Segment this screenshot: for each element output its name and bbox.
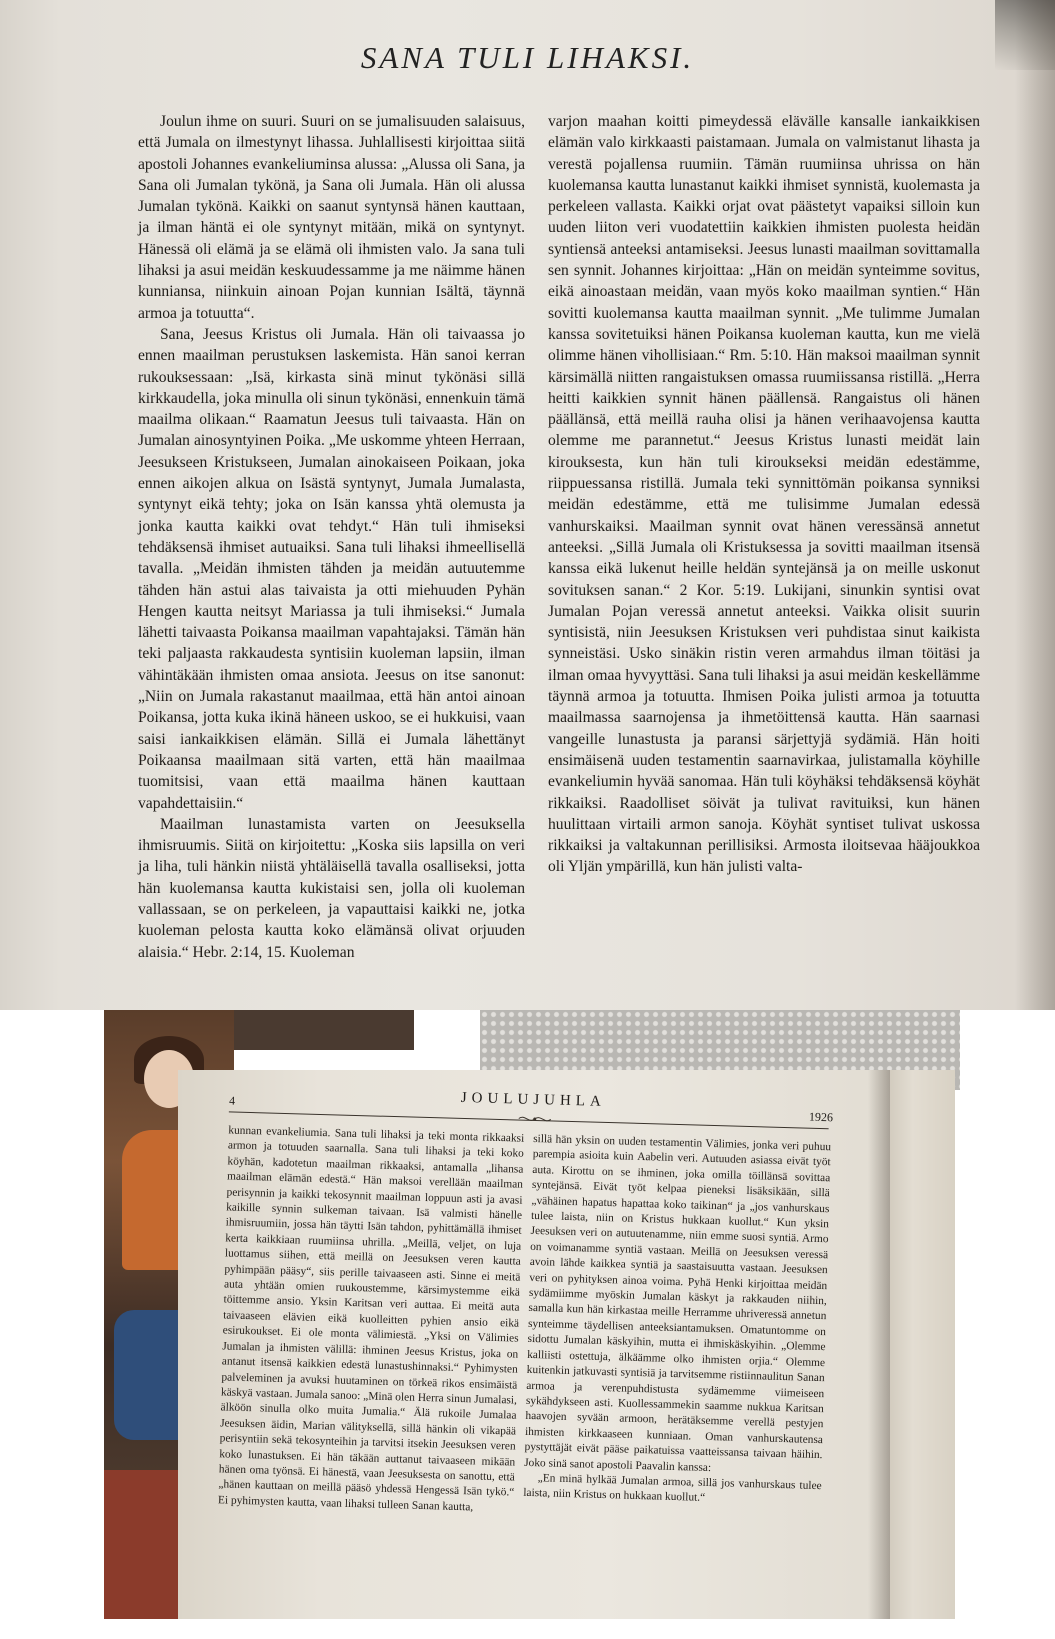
page-4-photo bbox=[0, 1010, 1055, 1619]
paragraph: Maailman lunastamista varten on Jeesuksella ihmisruumis. Siitä on kirjoitettu: „Koska siis lapsilla on veri ja liha, tuli hänkin niistä yhtäläisellä tavalla osalliseksi, jotta hän kuolemansa kautta kukistaisi sen, jolla oli kuoleman vallassaan, se on perkeleen, ja vapauttaisi kaikki ne, jotka kuoleman pelosta kautta koko elämänsä olivat orjuuden alaisia.“ Hebr. 2:14, 15. Kuoleman bbox=[138, 815, 525, 961]
paragraph: kunnan evankeliumia. Sana tuli lihaksi ja teki monta rikkaaksi armon ja totuuden saarnalla. Sana tuli lihaksi ja teki koko köyhän, kadotetun maailman rikkaaksi, antamalla „lihansa maailman elämän edestä.“ Hän maksoi verellään maailman perisynnin ja kaikki tekosynnit maailman loppuun asti ja avasi kaikille synnin sulkeman taivaan. Isä valmisti hänelle ihmisruumiin, jossa hän täytti Isän tahdon, pyhittämällä ihmiset kerta kaikkiaan ruumiinsa uhrilla. „Meillä, veljet, on luja luottamus siihen, että meillä on Jeesuksen veren kautta pyhimpään pääsy“, siis perille taivaaseen asti. Sinne ei meitä auta yhtään omien ruukoustemme, kärsimystemme eikä töittemme ansio. Yksin Karitsan veri auttaa. Ei meitä auta taivaaseen elävien eikä kuolleitten pyhien ansio eikä esirukoukset. Ei ole monta välimiestä. „Yksi on Välimies Jumalan ja ihmisten välillä: ihminen Jeesus Kristus, joka on antanut itsensä kaikkien edestä lunastushinnaksi.“ Pyhimysten palveleminen ja avuksi huutaminen on törkeä rikos ensimäistä käskyä vastaan. Jumala sanoo: „Minä olen Herra sinun Jumalasi, älköön sinulla olko muita Jumalia.“ Älä rukoile Jumalaa Jeesuksen äidin, Marian välityksellä, sillä hänkin oli vikapää perisyntiin sekä tekosynteihin ja tarvitsi itsekin Jeesuksen veren koko lunastuksen. Ei hän täkään auttanut taivaaseen mikään hänen oma työnsä. Ei hänestä, vaan Jeesuksesta on sanottu, että „hänen kauttaan on meillä pääsö yhdessä Hengessä Isän tykö.“ Ei pyhimysten kautta, vaan lihaksi tulleen Sanan kautta, bbox=[217, 1124, 525, 1514]
paragraph: Joulun ihme on suuri. Suuri on se jumalisuuden salaisuus, että Jumala on ilmestynyt lihassa. Juhlallisesti kirjoittaa siitä apostoli Johannes evankeliuminsa alussa: „Alussa oli Sana, ja Sana oli Jumalan tykönä, ja Sana oli Jumala. Hän oli alussa Jumalan tykönä. Kaikki on saanut syntynsä hänen kauttaan, ja ilman häntä ei ole syntynyt mitään, mikä on syntynyt. Hänessä oli elämä ja se elämä oli ihmisten valo. Ja sana tuli lihaksi ja asui meidän keskuudessamme ja me näimme hänen kunniansa, niinkuin ainoan Pojan kunnian Isältä, täynnä armoa ja totuutta“. bbox=[138, 113, 525, 322]
paragraph: sillä hän yksin on uuden testamentin Välimies, jonka veri puhuu parempia asioita kuin Aabelin veri. Autuuden asiassa eivät työt auta. Kirottu on se ihminen, joka omilla töillänsä sovittaa syntejänsä. Eivät työt kelpaa pieneksi lisäksikään, sillä „vähäinen hapatus hapattaa koko taikinan“ ja „jos vanhurskaus tulee laista, niin on Kristus hukkaan kuollut.“ Kun yksin Jeesuksen veri on autuutenamme, niin emme suosi syntiä. Armo on voimanamme syntiä vastaan. Meillä on Jeesuksen veressä avoin lähde kaikkea syntiä ja saastaisuutta vastaan. Jeesuksen veri on pyhityksen ainoa voima. Pyhä Henki kirjoittaa meidän sydämiimme myöskin Jumalan käskyt ja rakkauden niihin, samalla kun hän kirkastaa meille Herramme uhriveressä annetun synteimme täydellisen anteeksiantamuksen. Omatuntomme on sidottu Jumalan käskyihin, mutta ei ihmiskäskyihin. „Olemme kalliisti ostettuja, älkäämme olko ihmisten orjia.“ Olemme kuitenkin jatkuvasti syntisiä ja tarvitsemme ristiinnaulitun Sanan armoa ja verenpuhdistusta sydämemme viimeiseen sykähdykseen asti. Kuollessammekin saamme nukkua Karitsan haavojen syvään armoon, herätäksemme verellä pestyjen ihmisten kirkkaaseen kunniaan. Oman vanhurskautensa pystyttäjät eivät pääse paikatuissa vaatteissansa taivaan häihin. Joko sinä sanot apostoli Paavalin kanssa: bbox=[524, 1132, 832, 1474]
page-edge-shadow bbox=[1015, 0, 1055, 1010]
paragraph: Sana, Jeesus Kristus oli Jumala. Hän oli taivaassa jo ennen maailman perustuksen laskemista. Hän sanoi kerran rukouksessaan: „Isä, kirkasta sinä minut tykönäsi sillä kirkkaudella, joka minulla oli sinun tykönäsi, ennenkuin tämä maailma olikaan.“ Raamatun Jeesus tuli taivaasta. Hän on Jumalan ainosyntyinen Poika. „Me uskomme yhteen Herraan, Jeesukseen Kristukseen, Jumalan ainokaiseen Poikaan, joka ennen aikojen alkua on Isästä syntynyt, Jumala Jumalasta, syntynyt eikä tehty; joka on Isän kanssa yhtä olemusta ja jonka kautta kaikki ovat tehdyt.“ Hän tuli ihmiseksi tehdäksensä ihmiset autuaiksi. Sana tuli lihaksi ihmeellisellä tavalla. „Meidän ihmisten tähden ja meidän autuutemme tähden hän astui alas taivaista ja otti miehuuden Pyhän Hengen kautta neitsyt Mariassa ja tuli ihmiseksi.“ Jumala lähetti taivaasta Poikansa maailman vapahtajaksi. Tämän hän teki paljaasta rakkaudesta syntisiin kuoleman lapsiin, ilman vähintäkään ihmisten omaa ansiota. Jeesus on itse sanonut: „Niin on Jumala rakastanut maailmaa, että hän antoi ainoan Poikansa, jotta kuka ikinä häneen uskoo, se ei hukkuisi, vaan saisi iankaikkisen elämän. Sillä ei Jumala lähettänyt Poikaansa maailmaan sitä varten, että hän maailmaa tuomitsisi, vaan että maailma hänen kauttaan vapahdettaisiin.“ bbox=[138, 325, 525, 812]
page-4-right-column bbox=[523, 1132, 831, 1510]
page-gutter-shadow bbox=[868, 1070, 890, 1619]
page-4-content bbox=[163, 1070, 890, 1639]
book-cover-edge bbox=[234, 1010, 414, 1050]
running-header: JOULUJUHLA bbox=[460, 1089, 606, 1110]
ornament-icon bbox=[517, 1113, 553, 1124]
quote-paragraph: „En minä hylkää Jumalan armoa, sillä jos vanhurskaus tulee laista, niin Kristus on hukkaan kuollut.“ bbox=[523, 1472, 822, 1505]
page-4 bbox=[178, 1070, 890, 1619]
paragraph: varjon maahan koitti pimeydessä elävälle kansalle iankaikkisen elämän valo kirkkaasti paistamaan. Jumala on valmistanut lihasta ja verestä pojallensa ruumiin. Tämän ruumiinsa uhrissa on hän kuolemansa kautta lunastanut kaikki ihmiset synnistä, kuolemasta ja perkeleen vallasta. Kaikki orjat ovat päästetyt vapaiksi silloin kun uuden liiton veri vuodatettiin kaikkien ihmisten puolesta heidän syntiensä anteeksi antamiseksi. Jeesus lunasti maailman sovittamalla sen synnit. Johannes kirjoittaa: „Hän on meidän synteimme sovitus, eikä ainoastaan meidän, vaan myös koko maailman syntien.“ Hän sovitti kuolemansa kautta maailman synnit. „Me tulimme Jumalan kanssa sovitetuiksi hänen Poikansa kuoleman kautta, kun me vielä olimme hänen vihollisiaan.“ Rm. 5:10. Hän maksoi maailman synnit kärsimällä niitten rangaistuksen omassa ruumiissansa ristillä. „Herra heitti kaikkien synnit hänen päällensä. Rangaistus oli hänen päällänsä, että meillä rauha olisi ja hänen verihaavojensa kautta olemme me parannetut.“ Jeesus Kristus lunasti meidät lain kirouksesta, kun hän tuli kiroukseksi meidän edestämme, riippuessansa ristillä. Jumala teki synnittömän poikansa synniksi meidän edestämme, että me tulisimme Jumalan edessä vanhurskaiksi. Maailman synnit ovat hänen veressänsä annetut anteeksi. „Sillä Jumala oli Kristuksessa ja sovitti maailman itsensä kanssa eikä lukenut heille heldän syntejänsä ja on meille uskonut sovituksen sanan.“ 2 Kor. 5:19. Lukijani, sinunkin syntisi ovat Jumalan Pojan veressä annetut anteeksi. Vaikka olisit suurin syntisistä, niin Jeesuksen Kristuksen veri puhdistaa sinut kaikista synneistäsi. Usko sinäkin ristin veren armahdus ilman töitäsi ja ilman omaa hyvyyttäsi. Sana tuli lihaksi ja asui meidän keskellämme täynnä armoa ja totuutta. Ihmisen Poika julisti armoa ja totuutta maailmassa saarnojensa ja ihmetöittensä kautta. Hän saarnasi vangeille lunastusta ja paransi särjettyjä sydämiä. Hän hoiti ensimäisenä uuden testamentin saarnavirkaa, julistamalla köyhille evankeliumin hyvää sanomaa. Hän tuli köyhäksi tehdäksensä köyhät rikkaiksi. Raadolliset söivät ja tulivat ravituiksi, kun hänen huulittaan virtaili armon sanoja. Köyhät syntiset tulivat uskossa rikkaiksi ja valtakunnan perillisiksi. Armosta iloitsevaa hääjoukkoa oli Yljän ympärillä, kun hän julisti valta- bbox=[548, 113, 980, 876]
article-title: SANA TULI LIHAKSI. bbox=[360, 40, 695, 75]
facing-page-edge bbox=[885, 1070, 955, 1619]
header-year: 1926 bbox=[808, 1109, 834, 1125]
page-1-left-column bbox=[138, 111, 525, 963]
page-number: 4 bbox=[228, 1093, 236, 1108]
page-4-left-column bbox=[218, 1123, 525, 1516]
page-1-right-column bbox=[548, 111, 980, 878]
